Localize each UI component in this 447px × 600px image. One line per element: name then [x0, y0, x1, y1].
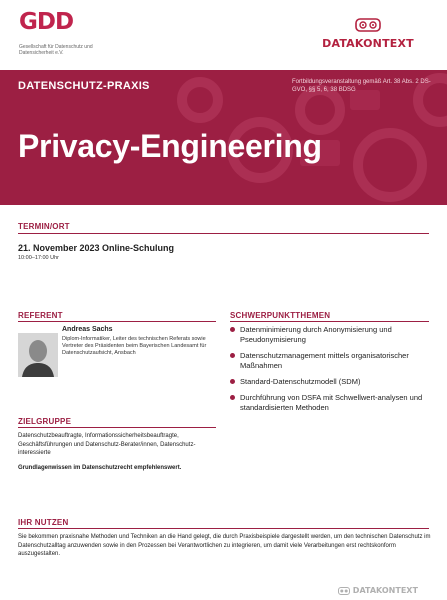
bullet-icon — [230, 395, 235, 400]
banner-series-label: DATENSCHUTZ-PRAXIS — [18, 80, 150, 92]
banner-accreditation-note: Fortbildungsveranstaltung gemäß Art. 38 Abs. 2 DS-GVO, §§ 5, 6, 38 BDSG — [292, 79, 431, 93]
prerequisite-note: Grundlagenwissen im Datenschutzrecht empfehlenswert. — [18, 465, 182, 471]
speaker-photo — [18, 333, 58, 377]
topics-heading: SCHWERPUNKTTHEMEN — [230, 311, 331, 320]
event-date: 21. November 2023 Online-Schulung — [18, 243, 175, 253]
referent-heading: REFERENT — [18, 311, 63, 320]
speaker-name: Andreas Sachs — [62, 326, 113, 333]
footer-logo-text: DATAKONTEXT — [352, 586, 418, 595]
gdd-logo-mark: GDD — [19, 9, 74, 35]
footer-datakontext-logo — [338, 586, 418, 595]
person-portrait — [18, 333, 58, 377]
gdd-logo — [19, 9, 93, 56]
gdd-subtitle: Gesellschaft für Datenschutz und Datensicherheit e.V. — [19, 44, 93, 56]
referent-divider — [18, 321, 216, 322]
page-title: Privacy-Engineering — [18, 128, 322, 164]
topic-item: Datenminimierung durch Anonymisierung und Pseudonymisierung — [230, 325, 430, 345]
topic-item: Durchführung von DSFA mit Schwellwert-analysen und standardisierten Methoden — [230, 393, 430, 413]
topic-item: Datenschutzmanagement mittels organisatorischer Maßnahmen — [230, 351, 430, 371]
datakontext-logo-text: DATAKONTEXT — [322, 37, 414, 50]
zielgruppe-heading: ZIELGRUPPE — [18, 417, 72, 426]
nutzen-divider — [18, 528, 429, 529]
topics-divider — [230, 321, 429, 322]
event-time: 10:00–17:00 Uhr — [18, 255, 59, 261]
topic-list — [230, 325, 430, 419]
datakontext-logo — [313, 18, 423, 50]
owl-icon — [355, 18, 381, 32]
zielgruppe-divider — [18, 427, 216, 428]
nutzen-heading: IHR NUTZEN — [18, 518, 69, 527]
bullet-icon — [230, 327, 235, 332]
termin-divider — [18, 233, 429, 234]
topic-item: Standard-Datenschutzmodell (SDM) — [230, 377, 430, 387]
owl-icon — [338, 587, 350, 595]
bullet-icon — [230, 353, 235, 358]
benefits-text: Sie bekommen praxisnahe Methoden und Techniken an die Hand gelegt, die durch Praxisbeispiele dargestellt werden, um den technischen Datenschutz im Datenschutzalltag anzuwenden sowie in den Prozessen bei Verantwortlichen zu integrieren, um damit viele Verarbeitungen erst rechtskonform auszugestalten. — [18, 534, 431, 557]
bullet-icon — [230, 379, 235, 384]
termin-heading: TERMIN/ORT — [18, 222, 70, 231]
speaker-description: Diplom-Informatiker, Leiter des technischen Referats sowie Vertreter des Präsidenten beim Bayerischen Landesamt für Datenschutzaufsicht, Ansbach — [62, 336, 207, 356]
target-audience-text: Datenschutzbeauftragte, Informationssicherheitsbeauftragte, Geschäftsführungen und Datenschutz-Berater/innen, Datenschutz-interessierte — [18, 433, 196, 456]
